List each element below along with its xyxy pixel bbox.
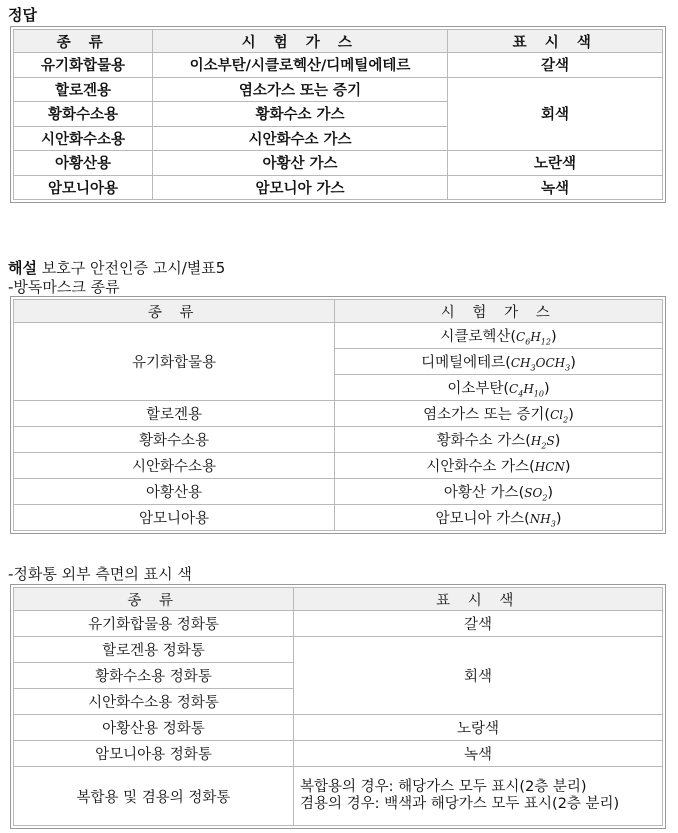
table-row [14, 77, 663, 102]
gas-cell: 아황산 가스$(SO_2)$ [335, 479, 663, 505]
gas-cell: 디메틸에테르$(CH_3OCH_3)$ [335, 349, 663, 375]
type-cell: 황화수소용 [14, 102, 153, 127]
type-cell: 암모니아용 [14, 175, 153, 200]
dual-use-note: 겸용의 경우: 백색과 해당가스 모두 표시(2층 분리) [300, 796, 620, 812]
type-cell: 할로겐용 [14, 77, 153, 102]
answer-table-frame [10, 26, 666, 203]
color-cell: 노란색 [448, 151, 663, 176]
type-cell: 시안화수소용 정화통 [14, 689, 294, 715]
mask-types-table-frame [10, 296, 666, 534]
table-row [14, 479, 663, 505]
header-color: 표 시 색 [294, 588, 663, 611]
gas-cell: 황화수소 가스$(H_2S)$ [335, 427, 663, 453]
header-type: 종 류 [14, 300, 335, 323]
color-cell: 회색 [448, 77, 663, 151]
type-cell: 황화수소용 [14, 427, 335, 453]
type-cell: 유기화합물용 정화통 [14, 611, 294, 637]
table-header-row [14, 588, 663, 611]
type-cell: 복합용 및 겸용의 정화통 [14, 767, 294, 826]
type-cell: 암모니아용 [14, 505, 335, 531]
table-row [14, 715, 663, 741]
type-cell: 유기화합물용 [14, 323, 335, 401]
canister-color-table-frame [10, 584, 666, 829]
gas-cell: 염소가스 또는 증기$(Cl_2)$ [335, 401, 663, 427]
gas-cell: 황화수소 가스 [153, 102, 448, 127]
table-header-row [14, 300, 663, 323]
table-row [14, 741, 663, 767]
gas-cell: 암모니아 가스$(NH_3)$ [335, 505, 663, 531]
color-cell: 갈색 [448, 53, 663, 78]
gas-cell: 염소가스 또는 증기 [153, 77, 448, 102]
answer-heading: 정답 [8, 6, 37, 24]
color-cell [294, 767, 663, 826]
section-subtitle-mask: -방독마스크 종류 [8, 278, 120, 296]
table-row [14, 323, 663, 349]
gas-cell: 이소부탄$(C_4H_{10})$ [335, 375, 663, 401]
header-color: 표 시 색 [448, 30, 663, 53]
header-gas: 시 험 가 스 [153, 30, 448, 53]
table-row [14, 767, 663, 826]
table-row [14, 637, 663, 663]
type-cell: 황화수소용 정화통 [14, 663, 294, 689]
type-cell: 아황산용 정화통 [14, 715, 294, 741]
type-cell: 아황산용 [14, 151, 153, 176]
color-cell: 회색 [294, 637, 663, 715]
table-row [14, 427, 663, 453]
section-subtitle-canister: -정화통 외부 측면의 표시 색 [8, 565, 192, 583]
type-cell: 시안화수소용 [14, 453, 335, 479]
header-type: 종 류 [14, 588, 294, 611]
table-row [14, 401, 663, 427]
explanation-heading: 해설 보호구 안전인증 고시/별표5 [8, 259, 226, 277]
color-cell: 노랑색 [294, 715, 663, 741]
table-header-row [14, 30, 663, 53]
gas-cell: 아황산 가스 [153, 151, 448, 176]
table-row [14, 611, 663, 637]
composite-note: 복합용의 경우: 해당가스 모두 표시(2층 분리) [300, 779, 587, 795]
answer-table [13, 29, 663, 200]
gas-cell: 시안화수소 가스(HCN) [335, 453, 663, 479]
header-gas: 시 험 가 스 [335, 300, 663, 323]
gas-cell: 이소부탄/시클로헥산/디메틸에테르 [153, 53, 448, 78]
type-cell: 아황산용 [14, 479, 335, 505]
header-type: 종 류 [14, 30, 153, 53]
table-row [14, 505, 663, 531]
table-row [14, 175, 663, 200]
canister-color-table [13, 587, 663, 826]
type-cell: 유기화합물용 [14, 53, 153, 78]
type-cell: 암모니아용 정화통 [14, 741, 294, 767]
type-cell: 할로겐용 정화통 [14, 637, 294, 663]
mask-types-table [13, 299, 663, 531]
table-row [14, 53, 663, 78]
gas-cell: 암모니아 가스 [153, 175, 448, 200]
table-row [14, 453, 663, 479]
explanation-source: 보호구 안전인증 고시/별표5 [41, 259, 226, 277]
type-cell: 시안화수소용 [14, 126, 153, 151]
color-cell: 녹색 [448, 175, 663, 200]
gas-cell: 시클로헥산$(C_6H_{12})$ [335, 323, 663, 349]
type-cell: 할로겐용 [14, 401, 335, 427]
color-cell: 녹색 [294, 741, 663, 767]
table-row [14, 151, 663, 176]
gas-cell: 시안화수소 가스 [153, 126, 448, 151]
color-cell: 갈색 [294, 611, 663, 637]
